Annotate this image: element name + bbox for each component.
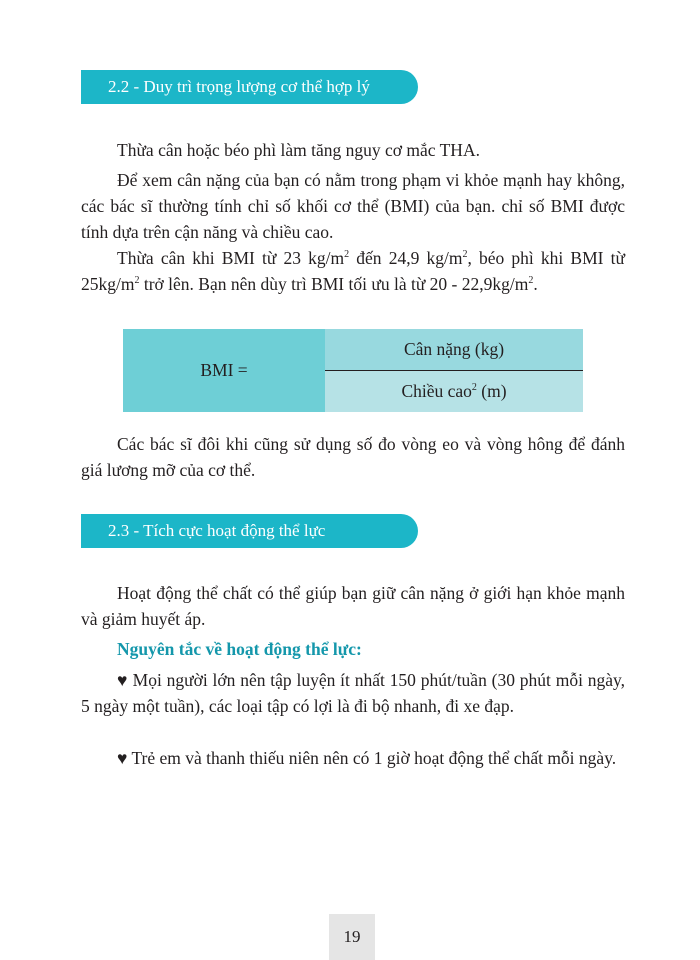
section-title-2-3: 2.3 - Tích cực hoạt động thể lực	[81, 514, 418, 548]
section-title-2-2: 2.2 - Duy trì trọng lượng cơ thể hợp lý	[81, 70, 418, 104]
paragraph-bmi-intro: Để xem cân nặng của bạn có nằm trong phạm vi khỏe mạnh hay không, các bác sĩ thường tính chỉ số khối cơ thể (BMI) của bạn. chỉ số BMI được tính dựa trên cận năng và chiều cao.	[81, 170, 625, 242]
bullet-adults: ♥ Mọi người lớn nên tập luyện ít nhất 150 phút/tuần (30 phút mỗi ngày, 5 ngày một tuần), các loại tập có lợi là đi bộ nhanh, đi xe đạp.	[81, 670, 625, 716]
paragraph-overweight: Thừa cân hoặc béo phì làm tăng nguy cơ mắc THA.	[117, 140, 480, 160]
bmi-denominator: Chiều cao$^2$ (m)	[325, 371, 583, 412]
paragraph-physical-activity: Hoạt động thể chất có thể giúp bạn giữ cân nặng ở giới hạn khỏe mạnh và giảm huyết áp.	[81, 583, 625, 629]
bmi-label: BMI =	[123, 329, 325, 412]
bmi-formula	[123, 329, 583, 412]
bmi-numerator: Cân nặng (kg)	[325, 329, 583, 370]
bullet-children: ♥ Trẻ em và thanh thiếu niên nên có 1 giờ hoạt động thể chất mỗi ngày.	[117, 748, 617, 768]
principles-heading: Nguyên tắc về hoạt động thể lực:	[117, 639, 362, 659]
page-number: 19	[329, 914, 375, 960]
paragraph-bmi-ranges: Thừa cân khi BMI từ 23 $kg/m^2$ đến 24,9 $kg/m^2$, béo phì khi BMI từ $25kg/m^2$ trở lên. Bạn nên dùy trì BMI tối ưu là từ $20 - 22,9kg/m^2$.	[81, 248, 625, 294]
paragraph-waist-hip: Các bác sĩ đôi khi cũng sử dụng số đo vòng eo và vòng hông để đánh giá lương mỡ của cơ thể.	[81, 434, 625, 480]
